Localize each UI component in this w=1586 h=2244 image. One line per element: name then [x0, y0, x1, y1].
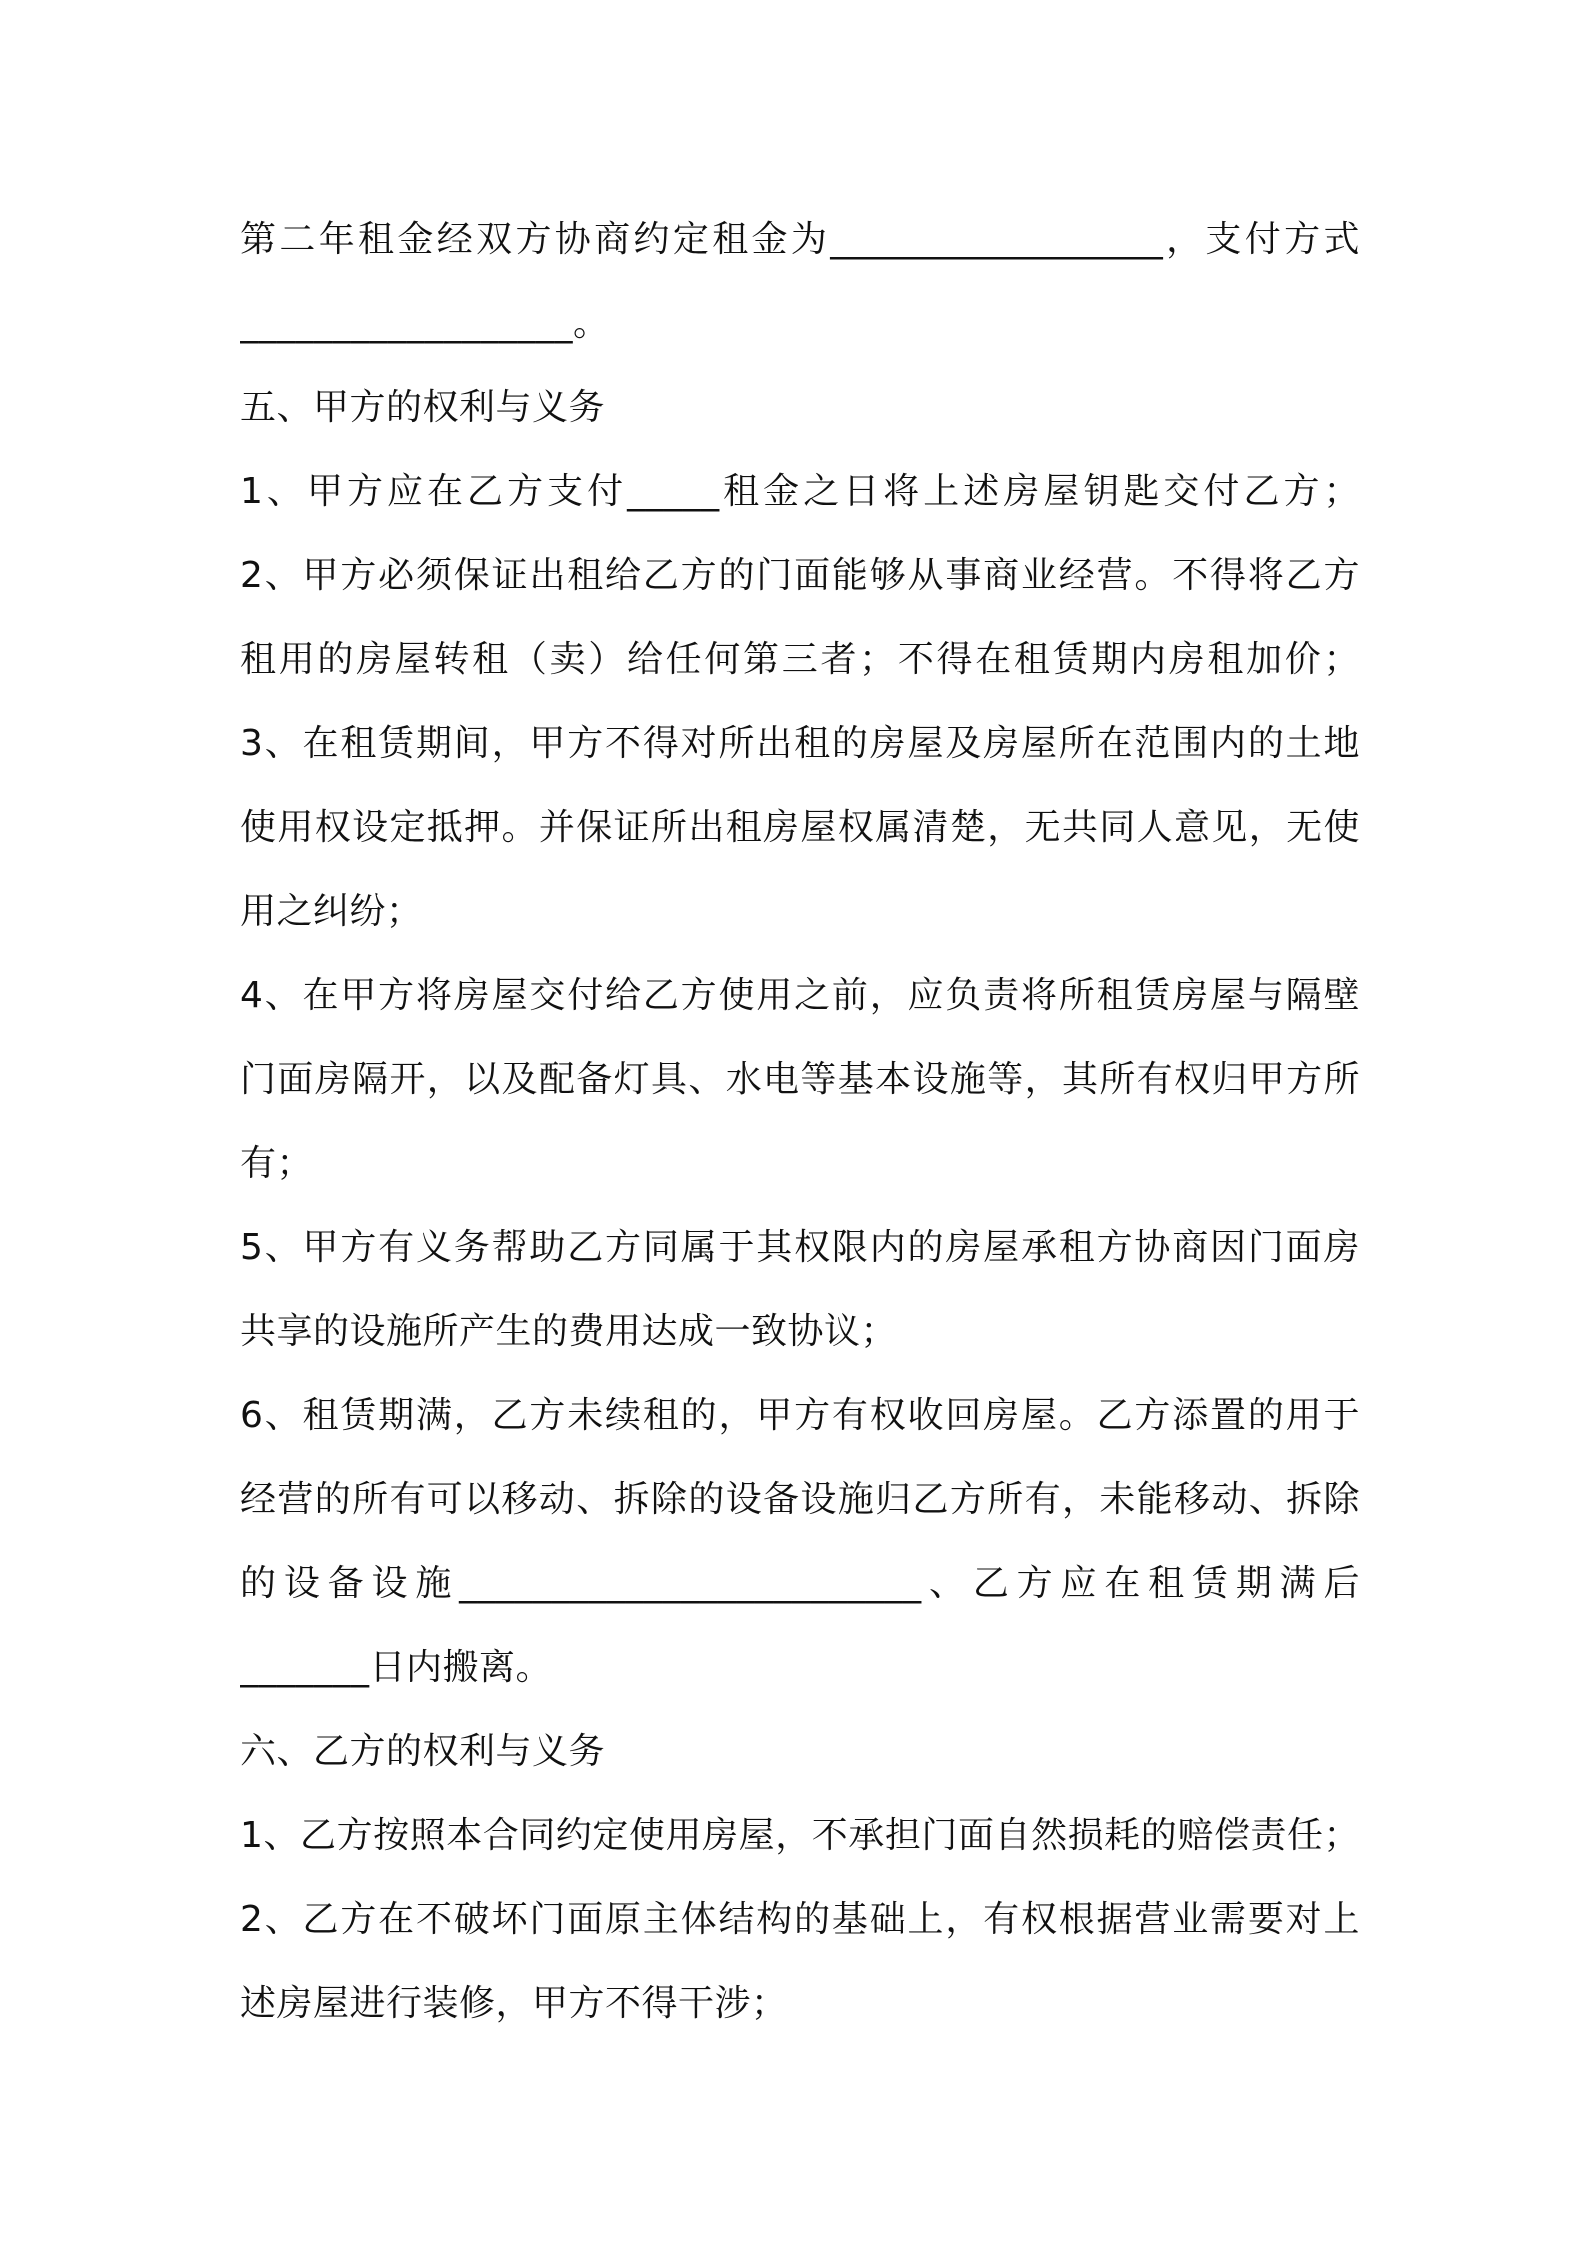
paragraph-line: __________________。 [240, 303, 610, 344]
paragraph-line: 2、甲方必须保证出租给乙方的门面能够从事商业经营。不得将乙方 [240, 555, 1360, 596]
paragraph-line: 6、租赁期满，乙方未续租的，甲方有权收回房屋。乙方添置的用于 [240, 1395, 1360, 1436]
paragraph-line: 经营的所有可以移动、拆除的设备设施归乙方所有，未能移动、拆除 [240, 1479, 1360, 1520]
paragraph-line: 1、乙方按照本合同约定使用房屋，不承担门面自然损耗的赔偿责任； [240, 1815, 1360, 1856]
paragraph-line: 5、甲方有义务帮助乙方同属于其权限内的房屋承租方协商因门面房 [240, 1227, 1360, 1268]
section-heading: 六、乙方的权利与义务 [240, 1731, 606, 1772]
paragraph-line: 使用权设定抵押。并保证所出租房屋权属清楚，无共同人意见，无使 [240, 807, 1360, 848]
paragraph-line: 的设备设施_________________________、乙方应在租赁期满后 [240, 1563, 1360, 1604]
paragraph-line: 共享的设施所产生的费用达成一致协议； [240, 1311, 898, 1352]
paragraph-line: _______日内搬离。 [240, 1647, 553, 1688]
paragraph-line: 2、乙方在不破坏门面原主体结构的基础上，有权根据营业需要对上 [240, 1899, 1360, 1940]
paragraph-line: 1、甲方应在乙方支付_____租金之日将上述房屋钥匙交付乙方； [240, 471, 1360, 512]
paragraph-line: 3、在租赁期间，甲方不得对所出租的房屋及房屋所在范围内的土地 [240, 723, 1360, 764]
paragraph-line: 4、在甲方将房屋交付给乙方使用之前，应负责将所租赁房屋与隔壁 [240, 975, 1360, 1016]
paragraph-line: 有； [240, 1143, 314, 1184]
paragraph-line: 租用的房屋转租（卖）给任何第三者；不得在租赁期内房租加价； [240, 639, 1360, 680]
section-heading: 五、甲方的权利与义务 [240, 387, 606, 428]
paragraph-line: 第二年租金经双方协商约定租金为__________________，支付方式 [240, 219, 1360, 260]
paragraph-line: 门面房隔开，以及配备灯具、水电等基本设施等，其所有权归甲方所 [240, 1059, 1360, 1100]
document-body [240, 198, 1360, 2046]
paragraph-line: 述房屋进行装修，甲方不得干涉； [240, 1983, 788, 2024]
paragraph-line: 用之纠纷； [240, 891, 423, 932]
